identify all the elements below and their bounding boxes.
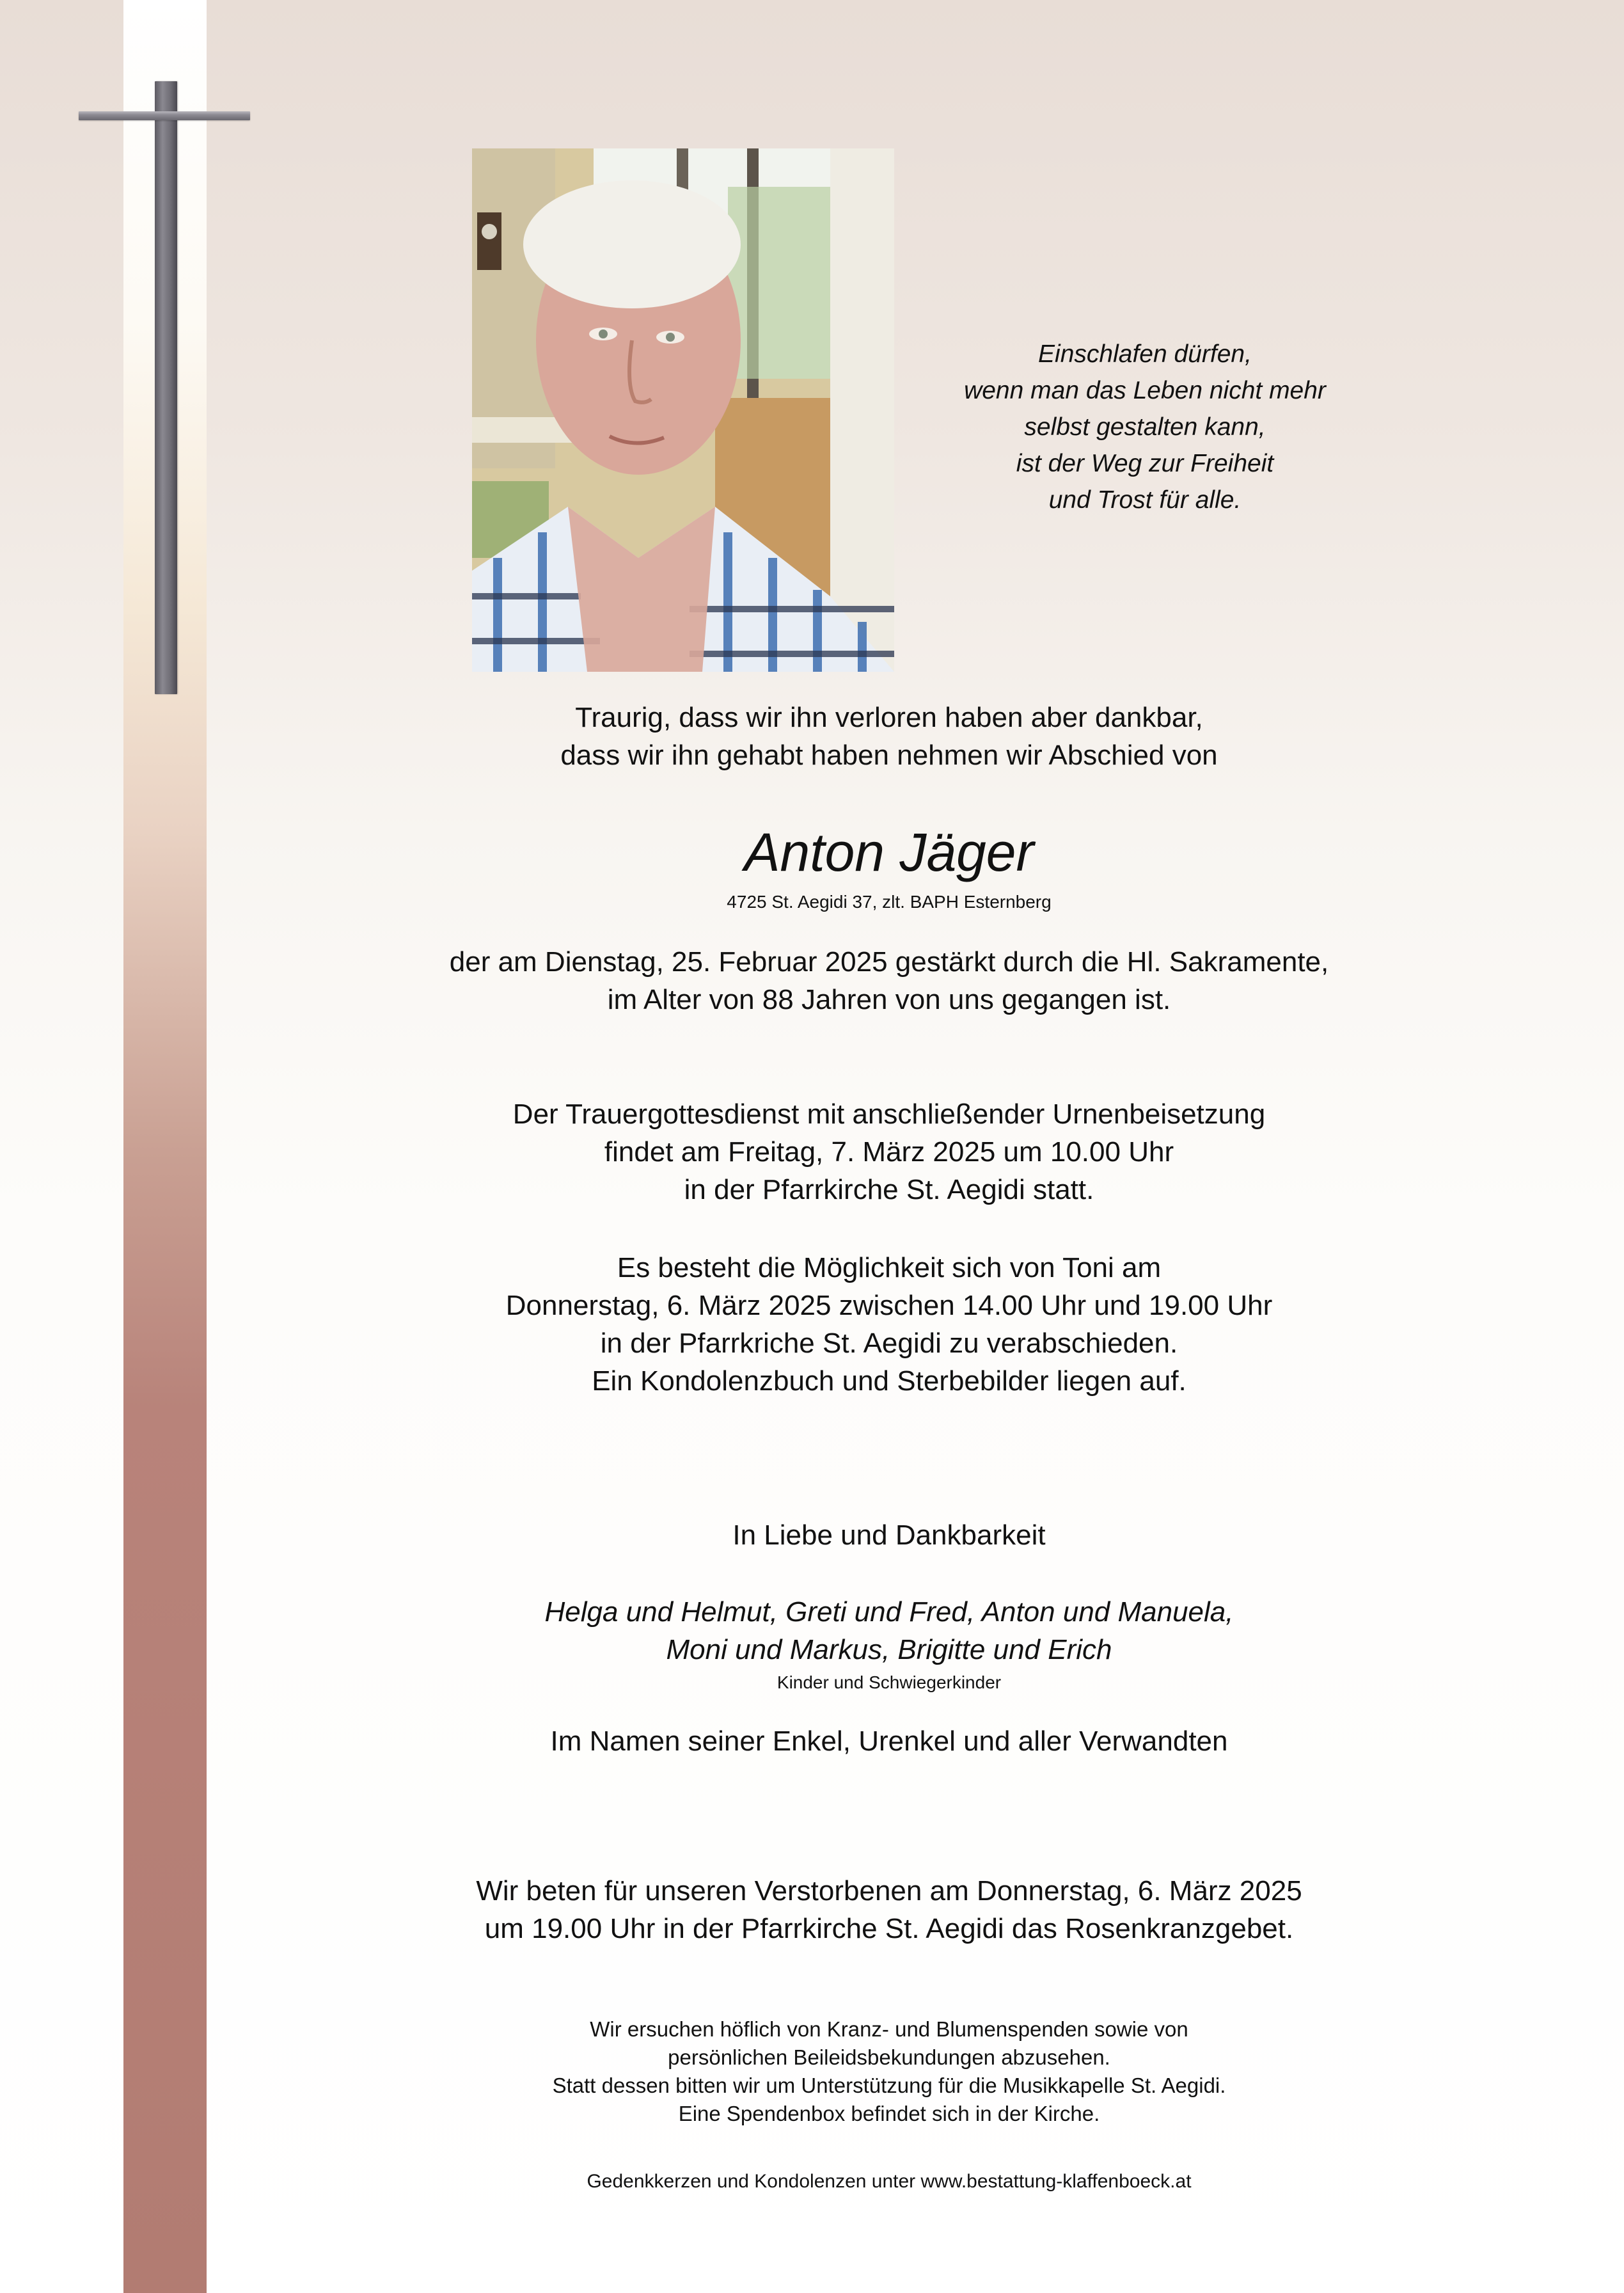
service-line: in der Pfarrkirche St. Aegidi statt. bbox=[684, 1174, 1094, 1205]
condolence-website-note: Gedenkkerzen und Kondolenzen unter www.bestattung-klaffenboeck.at bbox=[587, 2171, 1192, 2192]
deceased-name: Anton Jäger bbox=[744, 822, 1034, 882]
family-line: Moni und Markus, Brigitte und Erich bbox=[666, 1634, 1112, 1665]
rosary-info bbox=[358, 1872, 1420, 1948]
cross-icon-vertical-beam bbox=[155, 81, 177, 694]
deceased-address: 4725 St. Aegidi 37, zlt. BAPH Esternberg bbox=[727, 892, 1052, 912]
donation-line: Wir ersuchen höflich von Kranz- und Blumenspenden sowie von bbox=[590, 2017, 1188, 2041]
family-line: Helga und Helmut, Greti und Fred, Anton und Manuela, bbox=[544, 1596, 1234, 1628]
death-notice bbox=[358, 943, 1420, 1019]
quote-line: wenn man das Leben nicht mehr bbox=[964, 377, 1326, 404]
intro-line: dass wir ihn gehabt haben nehmen wir Abschied von bbox=[560, 740, 1218, 771]
portrait-illustration bbox=[472, 148, 894, 672]
donation-request bbox=[358, 2015, 1420, 2128]
intro-text bbox=[358, 699, 1420, 774]
intro-line: Traurig, dass wir ihn verloren haben aber dankbar, bbox=[575, 702, 1203, 733]
funeral-service-info bbox=[358, 1095, 1420, 1209]
farewell-line: Es besteht die Möglichkeit sich von Toni am bbox=[617, 1252, 1162, 1283]
quote-line: Einschlafen dürfen, bbox=[1038, 340, 1252, 368]
closing-greeting: In Liebe und Dankbarkeit bbox=[732, 1519, 1046, 1551]
farewell-info bbox=[358, 1249, 1420, 1400]
farewell-line: Ein Kondolenzbuch und Sterbebilder liegen auf. bbox=[592, 1365, 1186, 1397]
quote-line: selbst gestalten kann, bbox=[1024, 413, 1266, 441]
portrait-photo bbox=[472, 148, 894, 672]
memorial-quote bbox=[908, 336, 1382, 518]
family-caption: Kinder und Schwiegerkinder bbox=[777, 1672, 1002, 1692]
death-notice-line: im Alter von 88 Jahren von uns gegangen ist. bbox=[607, 984, 1171, 1015]
service-line: Der Trauergottesdienst mit anschließender Urnenbeisetzung bbox=[512, 1099, 1266, 1130]
cross-icon-horizontal-beam bbox=[79, 111, 250, 120]
service-line: findet am Freitag, 7. März 2025 um 10.00 Uhr bbox=[604, 1136, 1174, 1168]
donation-line: Eine Spendenbox befindet sich in der Kirche. bbox=[678, 2102, 1100, 2125]
donation-line: Statt dessen bitten wir um Unterstützung für die Musikkapelle St. Aegidi. bbox=[552, 2074, 1226, 2097]
death-notice-line: der am Dienstag, 25. Februar 2025 gestärkt durch die Hl. Sakramente, bbox=[449, 946, 1329, 978]
donation-line: persönlichen Beileidsbekundungen abzusehen. bbox=[668, 2045, 1110, 2069]
quote-line: ist der Weg zur Freiheit bbox=[1016, 450, 1274, 477]
relatives-line: Im Namen seiner Enkel, Urenkel und aller Verwandten bbox=[550, 1726, 1228, 1757]
rosary-line: um 19.00 Uhr in der Pfarrkirche St. Aegidi das Rosenkranzgebet. bbox=[484, 1913, 1294, 1944]
farewell-line: Donnerstag, 6. März 2025 zwischen 14.00 Uhr und 19.00 Uhr bbox=[505, 1290, 1273, 1321]
quote-line: und Trost für alle. bbox=[1048, 486, 1242, 514]
farewell-line: in der Pfarrkriche St. Aegidi zu verabschieden. bbox=[600, 1328, 1178, 1359]
rosary-line: Wir beten für unseren Verstorbenen am Donnerstag, 6. März 2025 bbox=[476, 1875, 1302, 1907]
family-names bbox=[358, 1593, 1420, 1669]
